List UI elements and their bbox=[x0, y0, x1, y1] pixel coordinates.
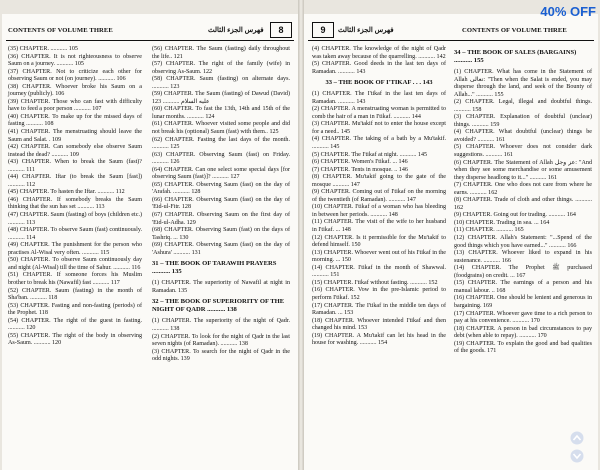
toc-entry[interactable]: (5) CHAPTER. Whoever does not consider dark suggestions. ........... 161 bbox=[454, 144, 592, 159]
toc-entry[interactable]: (9) CHAPTER. Coming out of I'tikaf on the morning of the twentieth (of Ramadan). ........... 147 bbox=[312, 189, 446, 203]
toc-entry[interactable]: (8) CHAPTER. Trade of cloth and other things. ........... 162 bbox=[454, 197, 592, 211]
toc-entry[interactable]: (1) CHAPTER. What has come in the Statement of Allah تعالى: "Then when the Salat is ended, you may disperse through the land, and seek of the Bounty of Allah..." ........... 155 bbox=[454, 69, 592, 98]
toc-entry[interactable]: (41) CHAPTER. The menstruating should leave the Saum and Salat. . 109 bbox=[8, 129, 142, 143]
right-header-rule bbox=[308, 40, 594, 41]
scroll-down-icon[interactable] bbox=[570, 449, 584, 463]
toc-entry[interactable]: (15) CHAPTER. I'tikaf without fasting. ........... 152 bbox=[312, 279, 438, 286]
toc-entry[interactable]: (18) CHAPTER. Whoever intended I'tikaf and then changed his mind. 153 bbox=[312, 317, 446, 332]
toc-entry[interactable]: (3) CHAPTER. Explanation of doubtful (unclear) things. ........... 159 bbox=[454, 114, 592, 128]
toc-entry[interactable]: (13) CHAPTER. Whoever liked to expand in his sustenance. ........... 166 bbox=[454, 250, 592, 264]
toc-entry[interactable]: (6) CHAPTER. The Statement of Allah عز وجل: "And when they see some merchandise or some amusement they disperse headlong to it..." ........... 161 bbox=[454, 159, 592, 181]
toc-entry[interactable]: (59) CHAPTER. The Saum (fasting) of Dawud (David) عليه السلام ........... 123 bbox=[152, 91, 290, 105]
left-page bbox=[2, 14, 298, 470]
left-page-header bbox=[8, 22, 292, 40]
toc-entry[interactable]: (61) CHAPTER. Whoever visited some people and did not break his (optional) Saum (fast) with them.. 125 bbox=[152, 121, 290, 136]
toc-entry[interactable]: (49) CHAPTER. The punishment for the person who practises Al-Wisal very often. ........... 115 bbox=[8, 242, 142, 256]
toc-entry[interactable]: (67) CHAPTER. Observing Saum on the first day of 'Eid-ul-Adha. 129 bbox=[152, 212, 290, 226]
discount-badge: 40% OFF bbox=[540, 4, 596, 19]
toc-entry[interactable]: (7) CHAPTER. One who does not care from where he earns. ........... 162 bbox=[454, 182, 592, 196]
left-page-number: 8 bbox=[270, 22, 292, 38]
toc-entry[interactable]: (51) CHAPTER. If someone forces his Muslim brother to break his (Nawafil) fast ........... 117 bbox=[8, 272, 142, 286]
toc-entry[interactable]: (52) CHAPTER. Saum (fasting) in the month of Sha'ban. ........... 118 bbox=[8, 287, 142, 302]
toc-entry[interactable]: (46) CHAPTER. If somebody breaks the Saum thinking that the sun has set ........... 113 bbox=[8, 196, 142, 211]
left-header-rule bbox=[6, 40, 294, 41]
toc-entry[interactable]: (2) CHAPTER. To look for the night of Qadr in the last seven nights (of Ramadan). ........... 138 bbox=[152, 333, 290, 348]
toc-entry[interactable]: (7) CHAPTER. Tents in mosque. .. 146 bbox=[312, 166, 408, 173]
toc-entry[interactable]: (1) CHAPTER. The superiority of the night of Qadr. ........... 138 bbox=[152, 318, 290, 332]
toc-entry[interactable]: (16) CHAPTER. One should be lenient and generous in bargaining. 169 bbox=[454, 295, 592, 309]
toc-entry[interactable]: (38) CHAPTER. Whoever broke his Saum on a journey (publicly). 106 bbox=[8, 83, 142, 98]
book-section-title[interactable]: 32 – THE BOOK OF SUPERIORITY OF THE NIGHT OF QADR ........... 138 bbox=[152, 298, 285, 314]
toc-entry[interactable]: (11) CHAPTER. The visit of the wife to her husband in I'tikaf. ... 148 bbox=[312, 219, 446, 234]
toc-entry[interactable]: (1) CHAPTER. The I'tikaf in the last ten days of Ramadan. ........... 143 bbox=[312, 91, 446, 105]
toc-entry[interactable]: (40) CHAPTER. To make up for the missed days of fasting ........... 108 bbox=[8, 113, 142, 128]
toc-entry[interactable]: (4) CHAPTER. The knowledge of the night of Qadr was taken away because of the quarrelling. ........... 142 bbox=[312, 46, 446, 60]
toc-entry[interactable]: (39) CHAPTER. Those who can fast with difficulty have to feed a poor person ........... 107 bbox=[8, 98, 142, 113]
toc-entry[interactable]: (54) CHAPTER. The right of the guest in fasting. ........... 120 bbox=[8, 317, 142, 332]
toc-entry[interactable]: (17) CHAPTER. The I'tikaf in the middle ten days of Ramadan. ... 153 bbox=[312, 302, 446, 317]
toc-entry[interactable]: (5) CHAPTER. Good deeds in the last ten days of Ramadan. ........... 143 bbox=[312, 61, 446, 75]
toc-entry[interactable]: (53) CHAPTER. Fasting and non-fasting (periods) of the Prophet. 118 bbox=[8, 302, 142, 317]
left-column-1 bbox=[8, 46, 142, 348]
right-column-1 bbox=[312, 46, 446, 348]
left-header-title: CONTENTS OF VOLUME THREE bbox=[8, 27, 113, 34]
toc-entry[interactable]: (12) CHAPTER. Allah's Statement: "...Spend of the good things which you have earned..." ........... 166 bbox=[454, 235, 592, 249]
toc-entry[interactable]: (17) CHAPTER. Whoever gave time to a rich person to pay at his convenience. ........... 170 bbox=[454, 310, 592, 325]
toc-entry[interactable]: (68) CHAPTER. Observing Saum (fast) on the days of Tashriq. ... 130 bbox=[152, 227, 290, 241]
toc-entry[interactable]: (65) CHAPTER. Observing Saum (fast) on the day of 'Arafah. ........... 128 bbox=[152, 181, 290, 196]
right-page bbox=[304, 14, 598, 470]
toc-entry[interactable]: (66) CHAPTER. Observing Saum (fast) on the day of 'Eid-ul-Fitr. 128 bbox=[152, 196, 290, 211]
right-page-number: 9 bbox=[312, 22, 334, 38]
toc-entry[interactable]: (10) CHAPTER. I'tikaf of a woman who has bleeding in between her periods. ........... 148 bbox=[312, 204, 446, 218]
toc-entry[interactable]: (12) CHAPTER. Is it permissible for the Mu'takif to defend himself. 150 bbox=[312, 234, 446, 249]
toc-entry[interactable]: (64) CHAPTER. Can one select some special days [for observing Saum (fast)]? ........... 127 bbox=[152, 166, 290, 181]
toc-entry[interactable]: (10) CHAPTER. Trading in sea. ... 164 bbox=[454, 219, 550, 226]
left-column-2 bbox=[152, 46, 290, 364]
toc-entry[interactable]: (14) CHAPTER. I'tikaf in the month of Shawwal. ........... 151 bbox=[312, 264, 446, 279]
toc-entry[interactable]: (19) CHAPTER. A Mu'takif can let his head in the house for washing. ........... 154 bbox=[312, 332, 446, 347]
toc-entry[interactable]: (42) CHAPTER. Can somebody else observe Saum instead the dead? ........... 109 bbox=[8, 144, 142, 158]
toc-entry[interactable]: (36) CHAPTER. It is not righteousness to observe Saum on a journey. ........... 105 bbox=[8, 53, 142, 68]
toc-entry[interactable]: (60) CHAPTER. To fast the 13th, 14th and 15th of the lunar months. ........... 124 bbox=[152, 106, 290, 120]
book-section-title[interactable]: 33 – THE BOOK OF I'TIKAF . . . 143 bbox=[325, 79, 433, 87]
toc-entry[interactable]: (62) CHAPTER. Fasting the last days of the month. ........... 125 bbox=[152, 136, 290, 151]
right-column-2 bbox=[454, 46, 592, 356]
scroll-up-icon[interactable] bbox=[570, 431, 584, 445]
toc-entry[interactable]: (48) CHAPTER. To observe Saum (fast) continuously. ........... 114 bbox=[8, 227, 142, 241]
toc-entry[interactable]: (19) CHAPTER. To explain the good and bad qualities of the goods. 171 bbox=[454, 340, 592, 355]
toc-entry[interactable]: (18) CHAPTER. A person in bad circumstances to pay debt (when able to repay). ........... 170 bbox=[454, 325, 592, 340]
toc-entry[interactable]: (4) CHAPTER. The taking of a bath by a Mu'takif. ........... 145 bbox=[312, 136, 446, 151]
toc-entry[interactable]: (56) CHAPTER. The Saum (fasting) daily throughout the life.. 121 bbox=[152, 46, 290, 60]
toc-entry[interactable]: (3) CHAPTER. To search for the night of Qadr in the odd nights. 139 bbox=[152, 348, 290, 363]
toc-entry[interactable]: (57) CHAPTER. The right of the family (wife) in observing As-Saum. 122 bbox=[152, 61, 290, 75]
toc-entry[interactable]: (37) CHAPTER. Not to criticize each other for observing Saum or not (on journey). ........... 106 bbox=[8, 68, 142, 83]
left-header-arabic: فهرس الجزء الثالث bbox=[208, 26, 264, 34]
toc-entry[interactable]: (2) CHAPTER. Legal, illegal and doubtful things. ........... 158 bbox=[454, 99, 592, 113]
toc-entry[interactable]: (1) CHAPTER. The superiority of Nawafil at night in Ramadan. 135 bbox=[152, 280, 290, 294]
right-header-arabic: فهرس الجزء الثالث bbox=[338, 26, 394, 34]
toc-entry[interactable]: (35) CHAPTER. ........... 105 bbox=[8, 46, 78, 52]
toc-entry[interactable]: (47) CHAPTER. Saum (fasting) of boys (children etc.) ........... 113 bbox=[8, 212, 142, 226]
toc-entry[interactable]: (13) CHAPTER. Whoever went out of his I'tikaf in the morning. ... 150 bbox=[312, 249, 446, 264]
toc-entry[interactable]: (4) CHAPTER. What doubtful (unclear) things be avoided? ........... 161 bbox=[454, 129, 592, 143]
toc-entry[interactable]: (3) CHAPTER. Mu'takif not to enter the house except for a need.. 145 bbox=[312, 121, 446, 135]
toc-entry[interactable]: (9) CHAPTER. Going out for trading. ........... 164 bbox=[454, 212, 576, 219]
right-page-header bbox=[312, 22, 592, 40]
toc-entry[interactable]: (2) CHAPTER. A menstruating woman is permitted to comb the hair of a man in I'tikaf. ........... 144 bbox=[312, 106, 446, 120]
toc-entry[interactable]: (15) CHAPTER. The earnings of a person and his manual labour. .. 168 bbox=[454, 280, 592, 294]
toc-entry[interactable]: (16) CHAPTER. Vow in the pre-Islamic period to perform I'tikaf. 152 bbox=[312, 287, 446, 301]
book-section-title[interactable]: 31 – THE BOOK OF TARAWIH PRAYERS ........... 135 bbox=[152, 260, 277, 276]
toc-entry[interactable]: (63) CHAPTER. Observing Saum (fast) on Friday. ........... 126 bbox=[152, 151, 290, 166]
toc-entry[interactable]: (6) CHAPTER. Women's I'tikaf. ... 146 bbox=[312, 159, 408, 166]
toc-entry[interactable]: (55) CHAPTER. The right of the body in observing As-Saum. ........... 120 bbox=[8, 332, 142, 347]
toc-entry[interactable]: (69) CHAPTER. Observing Saum (fast) on the day of 'Ashura' ........... 131 bbox=[152, 242, 290, 256]
toc-entry[interactable]: (44) CHAPTER. Iftar (to break the Saum [fast]) ........... 112 bbox=[8, 174, 142, 188]
toc-entry[interactable]: (5) CHAPTER. The I'tikaf at night. ........... 145 bbox=[312, 151, 428, 158]
toc-entry[interactable]: (43) CHAPTER. When to break the Saum (fast)? ........... 111 bbox=[8, 159, 142, 173]
toc-entry[interactable]: (45) CHAPTER. To hasten the Iftar. ........... 112 bbox=[8, 189, 125, 196]
toc-entry[interactable]: (11) CHAPTER. ........... 165 bbox=[454, 227, 524, 234]
toc-entry[interactable]: (50) CHAPTER. To observe Saum continuously day and night (Al-Wisal) till the time of Sahur. ........... 116 bbox=[8, 257, 142, 271]
toc-entry[interactable]: (8) CHAPTER. Mu'takif going to the gate of the mosque ........... 147 bbox=[312, 174, 446, 188]
right-header-title: CONTENTS OF VOLUME THREE bbox=[462, 27, 567, 34]
book-section-title[interactable]: 34 – THE BOOK OF SALES (BARGAINS) ........... 155 bbox=[454, 49, 577, 64]
toc-entry[interactable]: (58) CHAPTER. Saum (fasting) on alternate days. ........... 123 bbox=[152, 76, 290, 90]
toc-entry[interactable]: (14) CHAPTER. The Prophet ﷺ purchased (foodgrains) on credit. ... 167 bbox=[454, 265, 592, 279]
